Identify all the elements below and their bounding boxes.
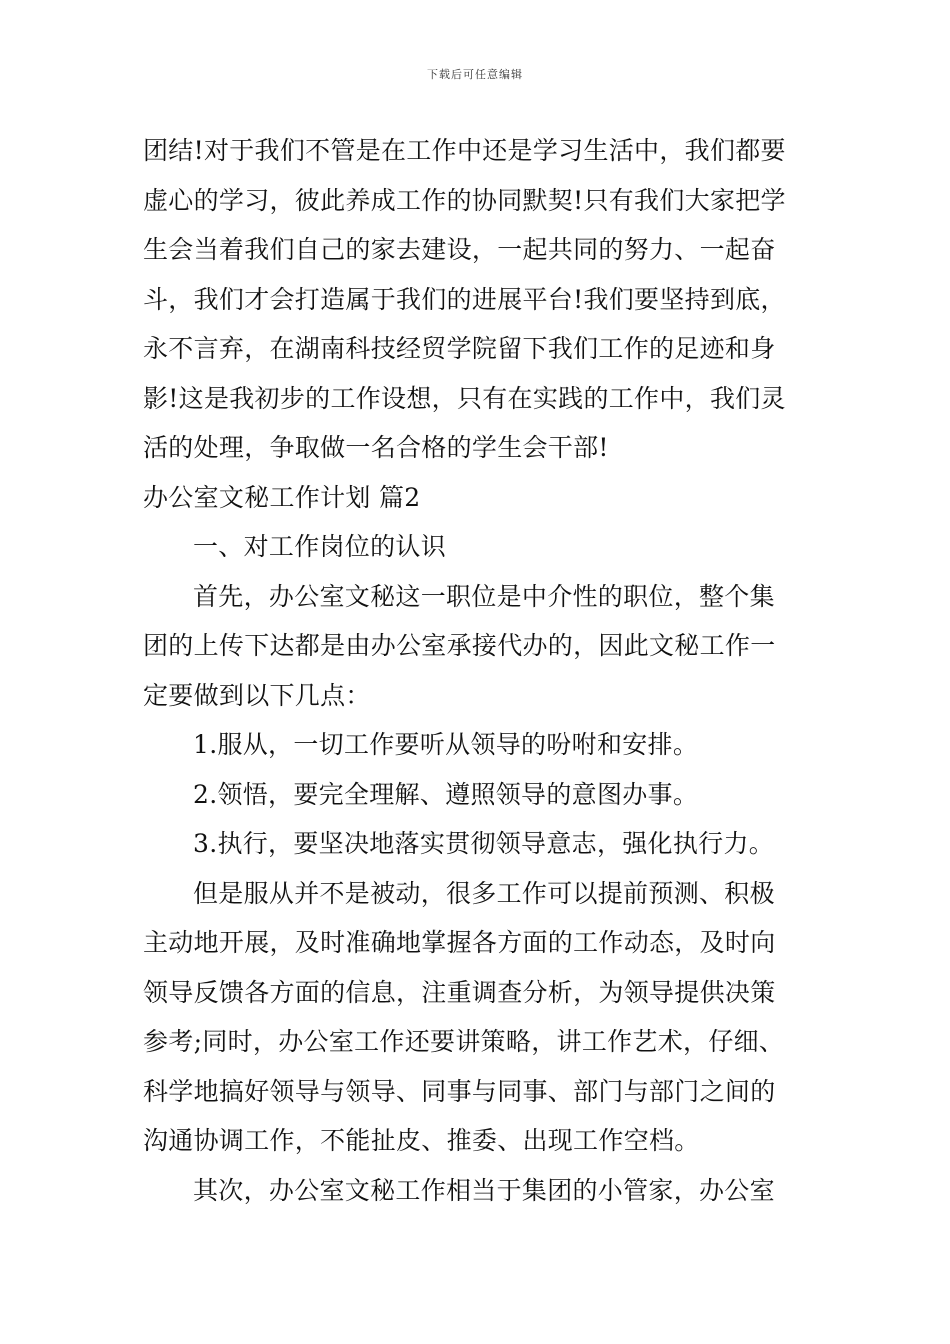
- text-line: 科学地搞好领导与领导、同事与同事、部门与部门之间的: [143, 1076, 776, 1106]
- text-line: 但是服从并不是被动，很多工作可以提前预测、积极: [193, 878, 775, 908]
- text-line: 团结!对于我们不管是在工作中还是学习生活中，我们都要: [143, 136, 786, 165]
- text-line: 领导反馈各方面的信息，注重调查分析，为领导提供决策: [143, 977, 776, 1007]
- text-line: 沟通协调工作，不能扯皮、推委、出现工作空档。: [143, 1126, 700, 1155]
- text-line: 3.执行，要坚决地落实贯彻领导意志，强化执行力。: [193, 829, 775, 858]
- text-line: 活的处理，争取做一名合格的学生会干部!: [143, 433, 609, 462]
- text-line: 虚心的学习，彼此养成工作的协同默契!只有我们大家把学: [143, 185, 786, 215]
- header-note: 下载后可任意编辑: [427, 68, 523, 81]
- text-line: 参考;同时，办公室工作还要讲策略，讲工作艺术，仔细、: [143, 1027, 785, 1056]
- text-line: 办公室文秘工作计划 篇2: [143, 482, 421, 512]
- text-line: 2.领悟，要完全理解、遵照领导的意图办事。: [193, 779, 699, 809]
- text-line: 定要做到以下几点：: [143, 680, 371, 710]
- text-line: 主动地开展，及时准确地掌握各方面的工作动态，及时向: [143, 928, 776, 957]
- text-line: 1.服从，一切工作要听从领导的吩咐和安排。: [193, 730, 699, 759]
- document-body: [143, 126, 815, 1215]
- text-line: 团的上传下达都是由办公室承接代办的，因此文秘工作一: [143, 631, 776, 660]
- text-line: 影!这是我初步的工作设想，只有在实践的工作中，我们灵: [143, 383, 786, 413]
- text-line: 斗，我们才会打造属于我们的进展平台!我们要坚持到底，: [143, 284, 786, 314]
- text-line: 首先，办公室文秘这一职位是中介性的职位，整个集: [193, 581, 775, 611]
- text-line: 一、对工作岗位的认识: [193, 532, 447, 561]
- text-line: 永不言弃，在湖南科技经贸学院留下我们工作的足迹和身: [143, 334, 776, 363]
- text-line: 其次，办公室文秘工作相当于集团的小管家，办公室: [193, 1175, 775, 1205]
- text-line: 生会当着我们自己的家去建设，一起共同的努力、一起奋: [143, 235, 776, 264]
